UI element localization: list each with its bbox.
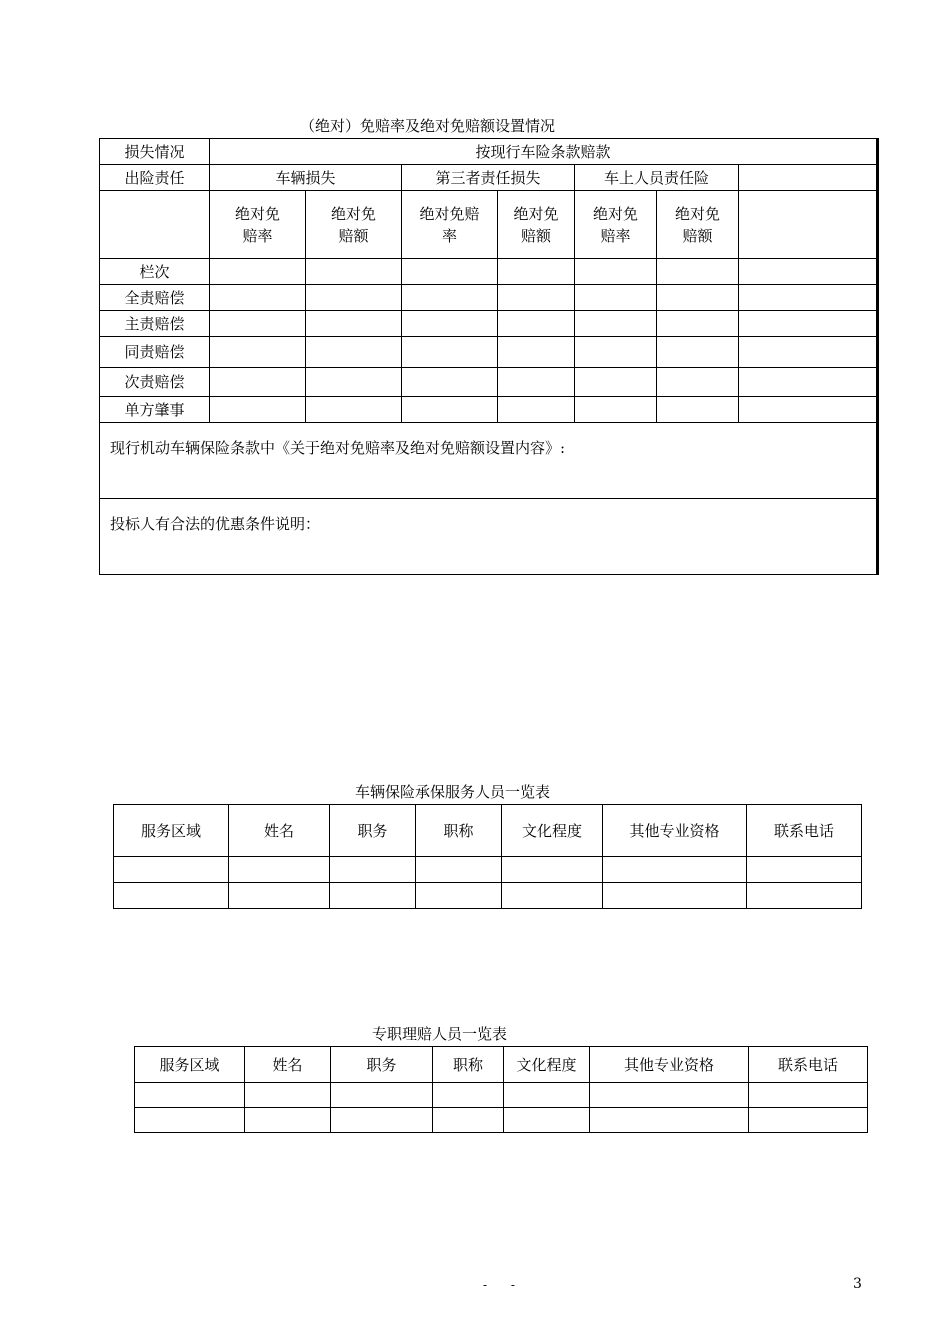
row-label: 全责赔偿	[100, 285, 210, 311]
column-header: 绝对免赔额	[657, 191, 739, 259]
table-cell[interactable]	[135, 1083, 245, 1108]
column-header: 姓名	[229, 805, 330, 857]
table-cell[interactable]	[306, 285, 402, 311]
table-cell[interactable]	[330, 883, 416, 909]
page-number: 3	[853, 1276, 862, 1292]
table-cell[interactable]	[590, 1108, 749, 1133]
table-cell[interactable]	[575, 259, 657, 285]
table-cell[interactable]	[210, 259, 306, 285]
column-header: 服务区域	[114, 805, 229, 857]
table-cell[interactable]	[331, 1083, 433, 1108]
table-cell[interactable]	[498, 368, 575, 397]
table-cell[interactable]	[100, 191, 210, 259]
column-header: 职务	[331, 1047, 433, 1083]
table-cell[interactable]	[739, 368, 878, 397]
column-header: 文化程度	[504, 1047, 590, 1083]
table-cell[interactable]	[402, 368, 498, 397]
column-header: 其他专业资格	[590, 1047, 749, 1083]
table-cell[interactable]	[229, 883, 330, 909]
table-cell[interactable]	[135, 1108, 245, 1133]
table-cell[interactable]	[229, 857, 330, 883]
discount-note[interactable]: 投标人有合法的优惠条件说明：	[100, 499, 878, 575]
clause-note[interactable]: 现行机动车辆保险条款中《关于绝对免赔率及绝对免赔额设置内容》:	[100, 423, 878, 499]
table-cell[interactable]	[603, 883, 747, 909]
table-cell[interactable]	[331, 1108, 433, 1133]
table-cell[interactable]	[603, 857, 747, 883]
table-cell[interactable]	[749, 1108, 868, 1133]
deductible-table	[99, 138, 879, 575]
table-cell[interactable]	[590, 1083, 749, 1108]
column-header: 文化程度	[502, 805, 603, 857]
table-cell[interactable]	[114, 883, 229, 909]
table-cell[interactable]	[402, 285, 498, 311]
table-cell[interactable]	[739, 165, 878, 191]
table-cell[interactable]	[575, 311, 657, 337]
row-label: 次责赔偿	[100, 368, 210, 397]
table-cell[interactable]	[402, 259, 498, 285]
table-cell[interactable]	[210, 397, 306, 423]
table-cell[interactable]	[575, 397, 657, 423]
claims-staff-title: 专职理赔人员一览表	[372, 1025, 508, 1043]
column-header: 绝对免赔额	[306, 191, 402, 259]
table-cell[interactable]	[498, 397, 575, 423]
row-label: 栏次	[100, 259, 210, 285]
table-cell[interactable]	[498, 311, 575, 337]
table-cell[interactable]	[747, 883, 862, 909]
footer-dashes: - -	[483, 1278, 525, 1292]
table-cell[interactable]	[114, 857, 229, 883]
table-cell[interactable]	[433, 1083, 504, 1108]
table-cell[interactable]	[657, 397, 739, 423]
table-cell[interactable]	[210, 337, 306, 368]
table-cell[interactable]	[245, 1083, 331, 1108]
column-header: 职称	[416, 805, 502, 857]
table-cell[interactable]	[739, 337, 878, 368]
table-cell[interactable]	[306, 368, 402, 397]
column-header: 服务区域	[135, 1047, 245, 1083]
row-label: 单方肇事	[100, 397, 210, 423]
column-header: 职称	[433, 1047, 504, 1083]
table-cell[interactable]	[657, 337, 739, 368]
column-header: 其他专业资格	[603, 805, 747, 857]
table-cell[interactable]	[416, 857, 502, 883]
table-cell[interactable]	[739, 259, 878, 285]
table-cell[interactable]	[739, 397, 878, 423]
column-header: 绝对免赔率	[210, 191, 306, 259]
table-cell[interactable]	[416, 883, 502, 909]
table-cell[interactable]	[657, 311, 739, 337]
table-cell[interactable]	[739, 285, 878, 311]
table-cell[interactable]	[433, 1108, 504, 1133]
table-cell[interactable]	[657, 285, 739, 311]
table-cell[interactable]	[504, 1108, 590, 1133]
table-cell[interactable]	[245, 1108, 331, 1133]
table-cell[interactable]	[747, 857, 862, 883]
table-cell[interactable]	[502, 857, 603, 883]
table-cell[interactable]	[657, 368, 739, 397]
table-cell[interactable]	[210, 368, 306, 397]
table-cell[interactable]	[306, 259, 402, 285]
table-cell[interactable]	[504, 1083, 590, 1108]
vehicle-loss-header: 车辆损失	[210, 165, 402, 191]
column-header: 姓名	[245, 1047, 331, 1083]
table-cell[interactable]	[306, 337, 402, 368]
table-cell[interactable]	[657, 259, 739, 285]
table-cell[interactable]	[402, 397, 498, 423]
table-cell[interactable]	[498, 259, 575, 285]
loss-label: 损失情况	[100, 139, 210, 165]
table-cell[interactable]	[306, 311, 402, 337]
column-header: 职务	[330, 805, 416, 857]
column-header: 联系电话	[749, 1047, 868, 1083]
third-party-loss-header: 第三者责任损失	[402, 165, 575, 191]
table-cell[interactable]	[575, 337, 657, 368]
table-cell[interactable]	[749, 1083, 868, 1108]
row-label: 同责赔偿	[100, 337, 210, 368]
column-header: 联系电话	[747, 805, 862, 857]
table-cell[interactable]	[306, 397, 402, 423]
table-cell[interactable]	[575, 368, 657, 397]
loss-value: 按现行车险条款赔款	[210, 139, 878, 165]
liability-label: 出险责任	[100, 165, 210, 191]
underwriting-staff-table	[113, 804, 862, 909]
column-header: 绝对免赔率	[402, 191, 498, 259]
table-cell[interactable]	[210, 285, 306, 311]
table-cell[interactable]	[575, 285, 657, 311]
claims-staff-table	[134, 1046, 868, 1133]
table-cell[interactable]	[498, 337, 575, 368]
table-cell[interactable]	[402, 311, 498, 337]
passenger-liability-header: 车上人员责任险	[575, 165, 739, 191]
table-cell[interactable]	[739, 311, 878, 337]
table-cell[interactable]	[739, 191, 878, 259]
table-cell[interactable]	[502, 883, 603, 909]
row-label: 主责赔偿	[100, 311, 210, 337]
column-header: 绝对免赔额	[498, 191, 575, 259]
column-header: 绝对免赔率	[575, 191, 657, 259]
table-cell[interactable]	[330, 857, 416, 883]
table-cell[interactable]	[402, 337, 498, 368]
table-cell[interactable]	[498, 285, 575, 311]
table-cell[interactable]	[210, 311, 306, 337]
deductible-table-title: （绝对）免赔率及绝对免赔额设置情况	[300, 117, 556, 135]
underwriting-staff-title: 车辆保险承保服务人员一览表	[355, 783, 551, 801]
